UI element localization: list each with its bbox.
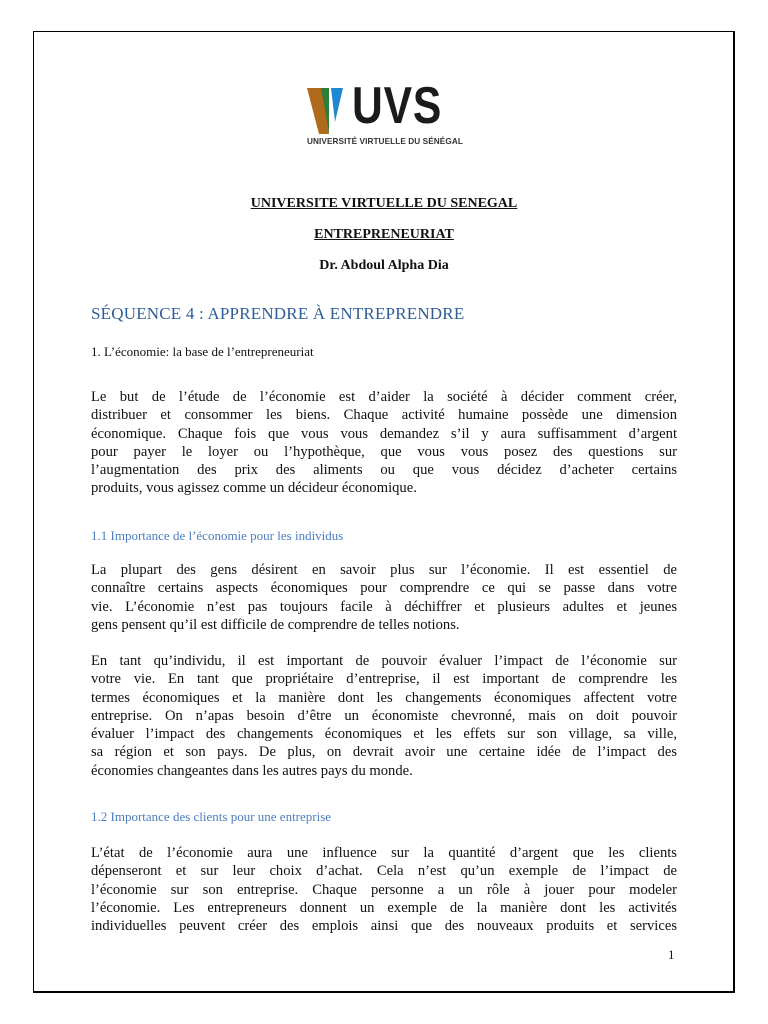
text-line: Le but de l’étude de l’économie est d’aider la société à décider comment créer, [91, 389, 677, 405]
text-line: vie. L’économie n’est pas toujours facile à déchiffrer et plusieurs adultes et jeunes [91, 598, 677, 615]
text-line: votre vie. En tant que propriétaire d’entreprise, il est important de comprendre les [91, 671, 677, 688]
text-line: économique. Chaque fois que vous vous demandez s’il y aura suffisamment d’argent [91, 425, 677, 442]
text-line: connaître certains aspects économiques pour comprendre ce qui se passe dans votre [91, 580, 677, 597]
subsection-1-1-paragraph-2 [91, 652, 677, 780]
uvs-logo [307, 77, 463, 150]
text-line: l’économie. Les entrepreneurs donnent un exemple de la manière dont les activités [91, 899, 677, 916]
text-line: La plupart des gens désirent en savoir plus sur l’économie. Il est essentiel de [91, 562, 677, 578]
sequence-title: SÉQUENCE 4 : APPRENDRE À ENTREPRENDRE [91, 304, 465, 323]
subsection-1-1-paragraph-1 [91, 561, 677, 634]
text-line: entreprise. On n’apas besoin d’être un économiste chevronné, mais on doit pouvoir [91, 707, 677, 724]
text-line: distribuer et consommer les biens. Chaque activité humaine possède une dimension [91, 407, 677, 424]
text-line: L’état de l’économie aura une influence sur la quantité d’argent que les clients [91, 845, 677, 861]
university-heading: UNIVERSITE VIRTUELLE DU SENEGAL [250, 196, 518, 211]
text-line: En tant qu’individu, il est important de pouvoir évaluer l’impact de l’économie sur [91, 653, 677, 669]
subsection-1-1-title: 1.1 Importance de l’économie pour les individus [91, 528, 344, 543]
text-line: pour payer le loyer ou l’hypothèque, que vous vous posez des questions sur [91, 443, 677, 460]
page-number: 1 [668, 947, 675, 962]
text-line: termes économiques et la manière dont les changements économiques affectent votre [91, 689, 677, 706]
section-1-title: 1. L’économie: la base de l’entrepreneuriat [91, 344, 314, 359]
text-line: l’économie sur son entreprise. Chaque personne a un rôle à jouer pour modeler [91, 881, 677, 898]
course-heading: ENTREPRENEURIAT [314, 227, 454, 242]
uvs-logo-subtitle: UNIVERSITÉ VIRTUELLE DU SÉNÉGAL [307, 137, 463, 146]
text-line: individuelles peuvent créer des emplois ainsi que des nouveaux produits et services [91, 918, 677, 935]
text-line: sa région et son pays. De plus, on devrait avoir une certaine idée de l’impact des [91, 744, 677, 761]
uvs-logo-word: UVS [352, 77, 443, 135]
text-line: évaluer l’impact des changements économiques et les effets sur son village, sa ville, [91, 726, 677, 743]
intro-paragraph [91, 388, 677, 498]
subsection-1-2-title: 1.2 Importance des clients pour une entreprise [91, 809, 332, 824]
author-name: Dr. Abdoul Alpha Dia [319, 258, 449, 273]
text-line: économies changeantes dans les autres pays du monde. [91, 762, 413, 779]
uvs-logo-mark [307, 86, 352, 136]
text-line: dépenseront et sur leur choix d’achat. Cela n’est qu’un exemple de l’impact de [91, 863, 677, 880]
text-line: produits, vous agissez comme un décideur économique. [91, 480, 417, 497]
subsection-1-2-paragraph-1 [91, 844, 677, 935]
text-line: l’augmentation des prix des aliments ou que vous décidez d’acheter certains [91, 462, 677, 479]
text-line: gens pensent qu’il est difficile de comprendre de telles notions. [91, 616, 460, 633]
